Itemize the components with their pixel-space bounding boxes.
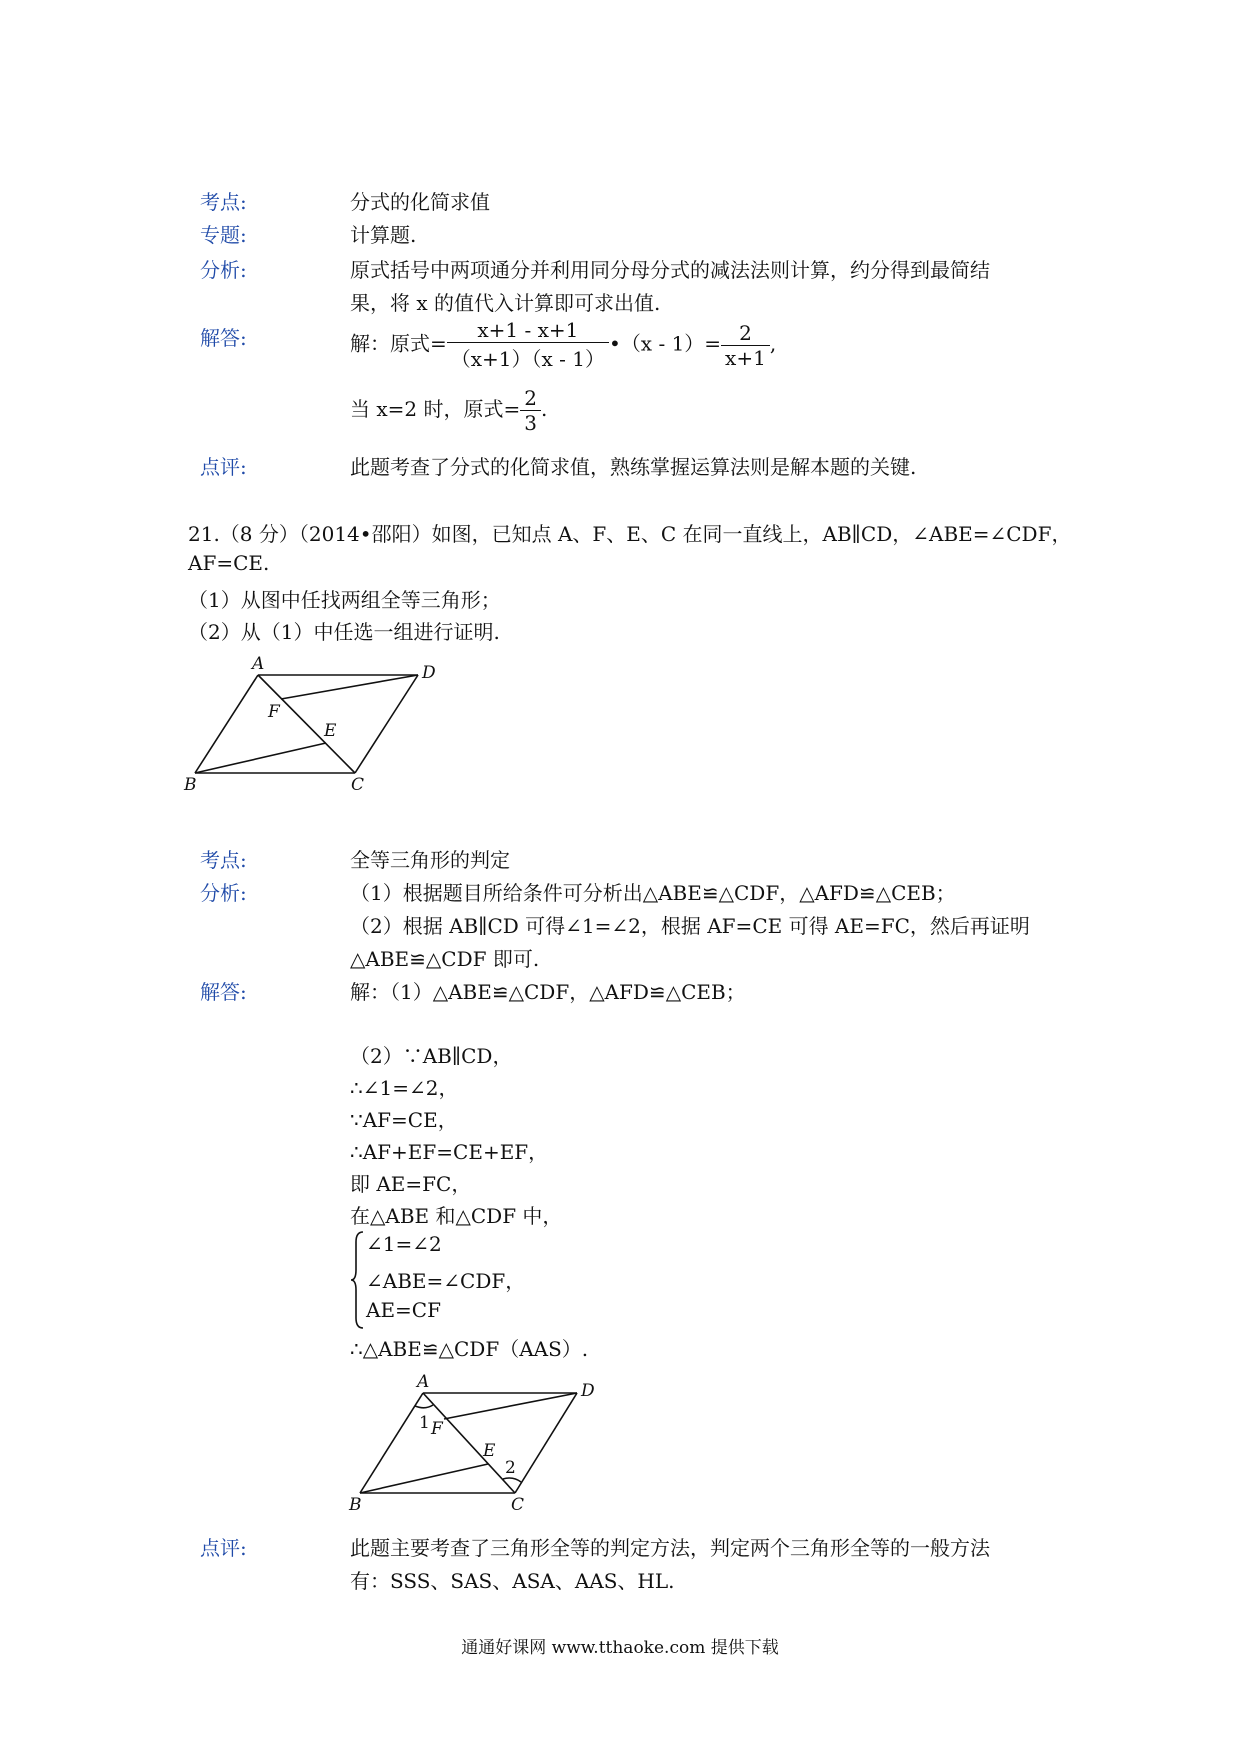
- point-label-D-2: D: [581, 1381, 595, 1401]
- system-line-3: AE=CF: [366, 1298, 441, 1322]
- point-label-F: F: [268, 702, 280, 722]
- segment-AB-2: [360, 1393, 423, 1493]
- segment-CD-2: [515, 1393, 577, 1493]
- segment-BE-2: [360, 1464, 488, 1493]
- system-line-2: [366, 1265, 525, 1294]
- kaodian-label: 考点:: [200, 190, 247, 214]
- when-prefix: 当 x=2 时，原式=: [350, 397, 521, 421]
- fenxi-label-2: 分析:: [200, 881, 247, 905]
- solution-prefix: 解：原式=: [350, 331, 447, 356]
- proof-line-4: ∴AF+EF=CE+EF，: [350, 1140, 549, 1164]
- solution-expression: [350, 318, 776, 372]
- segment-DF: [281, 675, 418, 699]
- point-label-A: A: [252, 654, 265, 674]
- left-brace: [350, 1230, 366, 1330]
- segment-BE: [195, 743, 326, 773]
- fenxi2-line-2: （2）根据 AB∥CD 可得∠1=∠2，根据 AF=CE 可得 AE=FC，然后再证明: [350, 914, 1030, 938]
- problem-21-line-2: AF=CE.: [188, 551, 270, 575]
- point-label-C-2: C: [511, 1495, 525, 1515]
- geometry-figure-2: [345, 1368, 615, 1518]
- point-label-A-2: A: [417, 1372, 430, 1392]
- zhuanti-label: 专题:: [200, 223, 247, 247]
- jieda-label-2: 解答:: [200, 980, 247, 1004]
- proof-line-6: 在△ABE 和△CDF 中，: [350, 1204, 563, 1228]
- problem-21-question-2: （2）从（1）中任选一组进行证明.: [188, 620, 500, 644]
- segment-DF-2: [444, 1393, 577, 1419]
- dianping-label-2: 点评:: [200, 1536, 247, 1560]
- system-line-2-text: ∠ABE=∠CDF: [366, 1269, 506, 1293]
- kaodian-text-2: 全等三角形的判定: [350, 848, 510, 872]
- system-line-1: ∠1=∠2: [366, 1232, 442, 1256]
- substitution-line: [350, 386, 547, 435]
- fraction-3: [520, 386, 541, 435]
- point-label-D: D: [422, 663, 436, 683]
- fenxi2-line-3: △ABE≌△CDF 即可.: [350, 947, 540, 971]
- problem-21-question-1: （1）从图中任找两组全等三角形；: [188, 588, 501, 612]
- point-label-B: B: [184, 775, 197, 795]
- fraction-3-denominator: 3: [520, 410, 541, 435]
- angle-label-1: 1: [419, 1413, 430, 1433]
- jieda-label: 解答:: [200, 326, 247, 350]
- fraction-2-numerator: 2: [739, 320, 752, 345]
- segment-AC: [258, 675, 355, 773]
- dianping-label: 点评:: [200, 455, 247, 479]
- dianping2-line-1: 此题主要考查了三角形全等的判定方法，判定两个三角形全等的一般方法: [350, 1536, 990, 1560]
- proof-line-3: ∵AF=CE，: [350, 1108, 458, 1132]
- fenxi-label: 分析:: [200, 258, 247, 282]
- dianping2-line-2: 有：SSS、SAS、ASA、AAS、HL.: [350, 1569, 675, 1593]
- kaodian-label-2: 考点:: [200, 848, 247, 872]
- fraction-2-after: ,: [769, 331, 777, 356]
- segment-AB: [195, 675, 258, 773]
- fraction-3-after: .: [540, 397, 548, 421]
- zhuanti-text: 计算题.: [350, 223, 417, 247]
- segment-CD: [355, 675, 418, 773]
- fraction-1-numerator: x+1 - x+1: [477, 318, 579, 342]
- problem-21-line-1: 21.（8 分）（2014•邵阳）如图，已知点 A、F、E、C 在同一直线上，AB∥CD，∠ABE=∠CDF，: [188, 522, 1072, 546]
- point-label-F-2: F: [431, 1419, 443, 1439]
- fenxi2-line-1: （1）根据题目所给条件可分析出△ABE≌△CDF，△AFD≌△CEB；: [350, 881, 956, 905]
- fraction-1: [447, 318, 609, 372]
- angle-1-arc: [415, 1405, 433, 1408]
- fraction-2: [721, 321, 770, 370]
- proof-line-1: （2）∵AB∥CD，: [350, 1044, 513, 1068]
- fraction-2-denominator: x+1: [721, 345, 770, 370]
- fenxi-line-1: 原式括号中两项通分并利用同分母分式的减法法则计算，约分得到最简结: [350, 258, 990, 282]
- fraction-3-numerator: 2: [524, 386, 537, 410]
- dianping-text: 此题考查了分式的化简求值，熟练掌握运算法则是解本题的关键.: [350, 455, 917, 479]
- proof-line-5: 即 AE=FC，: [350, 1172, 472, 1196]
- geometry-figure-1: [180, 650, 450, 795]
- point-label-B-2: B: [349, 1495, 362, 1515]
- footer-text: 通通好课网 www.tthaoke.com 提供下载: [461, 1638, 779, 1658]
- kaodian-text: 分式的化简求值: [350, 190, 490, 214]
- fenxi-line-2: 果，将 x 的值代入计算即可求出值.: [350, 291, 661, 315]
- point-label-E-2: E: [483, 1441, 496, 1461]
- jieda2-line-1: 解：（1）△ABE≌△CDF，△AFD≌△CEB；: [350, 980, 746, 1004]
- point-label-E: E: [324, 721, 337, 741]
- point-label-C: C: [351, 775, 365, 795]
- angle-2-arc: [503, 1478, 521, 1482]
- angle-label-2: 2: [505, 1458, 516, 1478]
- fraction-1-denominator: （x+1）（x - 1）: [447, 342, 609, 372]
- proof-line-2: ∴∠1=∠2，: [350, 1076, 459, 1100]
- proof-conclusion: ∴△ABE≌△CDF（AAS）.: [350, 1337, 589, 1361]
- dot-factor: •（x - 1）=: [609, 331, 722, 356]
- system-line-2-after: ，: [505, 1269, 526, 1293]
